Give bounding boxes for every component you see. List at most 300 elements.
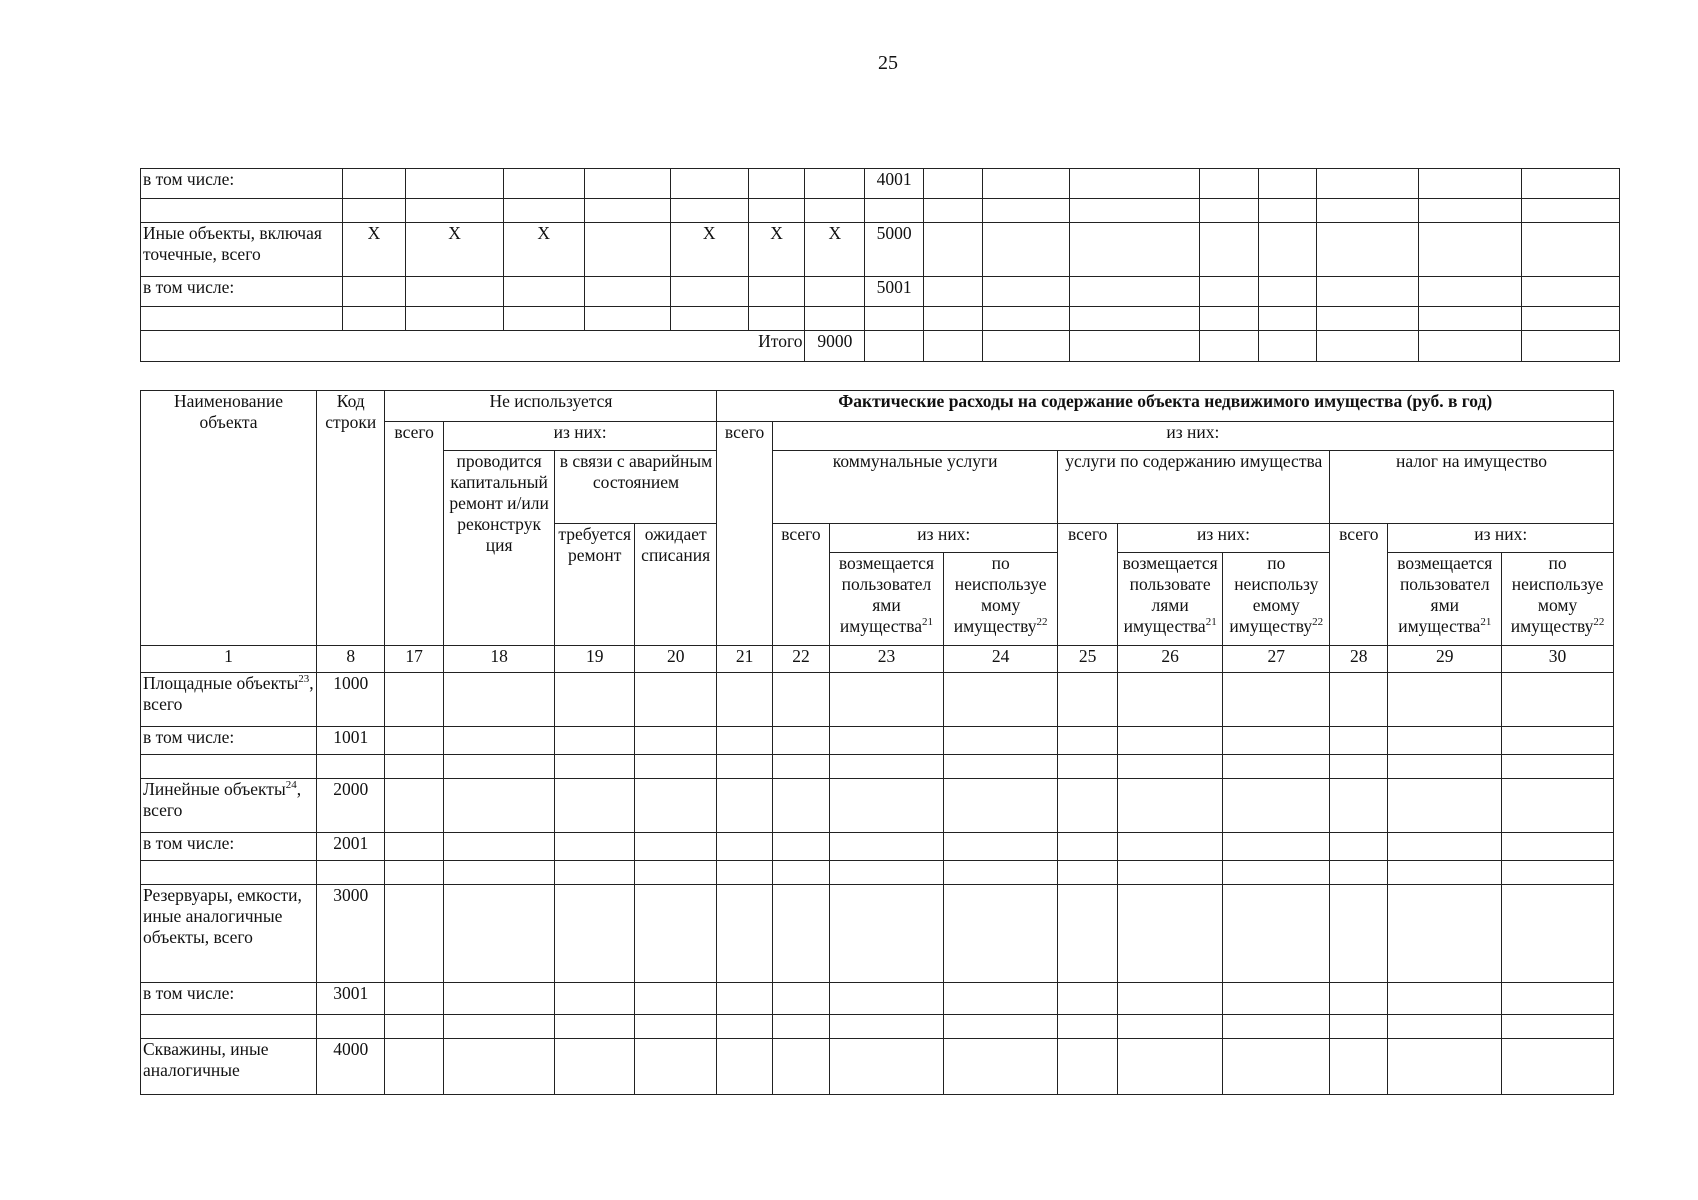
table-cell (772, 833, 829, 861)
table-cell (555, 861, 634, 885)
table-row (141, 169, 1620, 199)
table-cell (1521, 223, 1619, 277)
row-code: 2001 (317, 833, 385, 861)
col-number: 29 (1388, 646, 1502, 673)
table-cell (1069, 307, 1199, 331)
table-cell (1058, 779, 1117, 833)
col-number: 25 (1058, 646, 1117, 673)
table-cell (1330, 833, 1388, 861)
table-cell (1388, 983, 1502, 1015)
table-cell (1069, 277, 1199, 307)
header-name: Наименование объекта (141, 391, 317, 646)
table-cell (865, 331, 924, 362)
table-cell (342, 169, 406, 199)
table-cell (1330, 983, 1388, 1015)
row-name: Иные объекты, включая точечные, всего (141, 223, 343, 277)
table-cell (943, 833, 1058, 861)
col-number: 20 (634, 646, 717, 673)
table-cell (982, 307, 1069, 331)
table-cell (1259, 331, 1317, 362)
continuation-table (140, 168, 1620, 362)
header-of-them: из них: (830, 524, 1058, 553)
table-cell (982, 277, 1069, 307)
col-number: 18 (443, 646, 555, 673)
table-cell (1502, 755, 1614, 779)
table-cell (982, 331, 1069, 362)
table-cell (982, 169, 1069, 199)
table-cell (923, 331, 982, 362)
col-number: 27 (1223, 646, 1330, 673)
table-cell (1117, 755, 1223, 779)
table-cell (1199, 307, 1259, 331)
table-cell (443, 727, 555, 755)
table-row (141, 277, 1620, 307)
table-cell (385, 833, 443, 861)
table-cell (943, 861, 1058, 885)
table-cell (1223, 885, 1330, 983)
table-cell (1259, 307, 1317, 331)
table-cell (555, 1015, 634, 1039)
table-cell (443, 779, 555, 833)
table-cell (1117, 833, 1223, 861)
col-number: 26 (1117, 646, 1223, 673)
table-cell (748, 307, 805, 331)
table-cell (1388, 1015, 1502, 1039)
table-cell (1199, 169, 1259, 199)
header-emergency: в связи с аварийным состоянием (555, 451, 717, 524)
col-number: 28 (1330, 646, 1388, 673)
table-cell (1502, 861, 1614, 885)
table-cell (1330, 727, 1388, 755)
table-cell (923, 223, 982, 277)
table-cell (634, 673, 717, 727)
table-cell (943, 885, 1058, 983)
table-cell (830, 727, 944, 755)
table-cell (943, 983, 1058, 1015)
table-cell (943, 1015, 1058, 1039)
table-cell (443, 885, 555, 983)
row-code: 3000 (317, 885, 385, 983)
table-cell (1388, 755, 1502, 779)
column-numbers-row (141, 646, 1614, 673)
table-cell (1117, 673, 1223, 727)
table-cell (555, 885, 634, 983)
col-number: 19 (555, 646, 634, 673)
table-row (141, 833, 1614, 861)
table-cell (1199, 277, 1259, 307)
table-cell (503, 169, 584, 199)
table-cell (1388, 885, 1502, 983)
table-cell (1223, 861, 1330, 885)
row-code: 3001 (317, 983, 385, 1015)
table-cell (717, 673, 772, 727)
table-cell (772, 755, 829, 779)
table-cell (406, 169, 503, 199)
table-cell (1521, 277, 1619, 307)
table-cell (1223, 727, 1330, 755)
table-cell (1223, 779, 1330, 833)
table-cell (1117, 885, 1223, 983)
table-cell (1330, 1039, 1388, 1095)
row-name: Резервуары, емкости, иные аналогичные объекты, всего (141, 885, 317, 983)
table-cell (1223, 983, 1330, 1015)
table-cell (943, 673, 1058, 727)
header-row (141, 391, 1614, 422)
table-row (141, 727, 1614, 755)
table-cell (1058, 673, 1117, 727)
table-cell (634, 885, 717, 983)
row-code: 2000 (317, 779, 385, 833)
col-number: 23 (830, 646, 944, 673)
table-cell (1419, 199, 1521, 223)
header-not-used-total: всего (385, 422, 443, 646)
table-cell (584, 199, 670, 223)
table-cell (385, 727, 443, 755)
table-cell (772, 1015, 829, 1039)
table-cell (1521, 331, 1619, 362)
table-cell (1058, 727, 1117, 755)
table-cell (1058, 1015, 1117, 1039)
table-cell (1419, 277, 1521, 307)
table-cell (1317, 307, 1419, 331)
table-cell (830, 755, 944, 779)
table-row (141, 983, 1614, 1015)
table-cell (1419, 223, 1521, 277)
table-cell (1502, 833, 1614, 861)
header-of-them: из них: (772, 422, 1613, 451)
row-code: 5000 (865, 223, 924, 277)
col-number: 1 (141, 646, 317, 673)
table-cell (1521, 307, 1619, 331)
table-cell (555, 755, 634, 779)
table-cell (1330, 673, 1388, 727)
table-cell (385, 779, 443, 833)
table-cell (670, 199, 748, 223)
table-cell (772, 861, 829, 885)
table-cell (443, 861, 555, 885)
table-cell (443, 673, 555, 727)
table-cell (943, 1039, 1058, 1095)
row-name: в том числе: (141, 983, 317, 1015)
table-cell (1058, 1039, 1117, 1095)
table-cell (1502, 885, 1614, 983)
row-name (141, 199, 343, 223)
table-cell (584, 277, 670, 307)
table-cell (1199, 199, 1259, 223)
header-expenses: Фактические расходы на содержание объекта недвижимого имущества (руб. в год) (717, 391, 1614, 422)
table-cell (1419, 307, 1521, 331)
table-cell (772, 779, 829, 833)
x-mark: X (406, 223, 503, 277)
row-name: Скважины, иные аналогичные (141, 1039, 317, 1095)
table-cell (1502, 673, 1614, 727)
table-cell (748, 199, 805, 223)
table-cell (805, 307, 865, 331)
table-cell (772, 673, 829, 727)
table-cell (923, 277, 982, 307)
table-cell (865, 199, 924, 223)
col-number: 17 (385, 646, 443, 673)
table-cell (1223, 1039, 1330, 1095)
table-cell (1317, 331, 1419, 362)
header-of-them: из них: (1388, 524, 1614, 553)
table-cell (1117, 983, 1223, 1015)
row-name (141, 1015, 317, 1039)
table-cell (1069, 169, 1199, 199)
table-cell (1502, 727, 1614, 755)
table-cell (1419, 331, 1521, 362)
header-of-them: из них: (443, 422, 717, 451)
table-cell (717, 1039, 772, 1095)
table-cell (1117, 727, 1223, 755)
table-cell (1388, 779, 1502, 833)
table-cell (923, 307, 982, 331)
table-cell (1199, 223, 1259, 277)
col-number: 21 (717, 646, 772, 673)
header-unused: по неиспользуе мому имуществу$^{22}$ (943, 553, 1058, 646)
total-label: Итого (141, 331, 805, 362)
table-cell (385, 755, 443, 779)
table-cell (1117, 1039, 1223, 1095)
table-row (141, 1039, 1614, 1095)
header-utilities: коммунальные услуги (772, 451, 1058, 524)
table-cell (982, 199, 1069, 223)
header-reimbursed: возмещается пользовате лями имущества$^{21}$ (1117, 553, 1223, 646)
table-cell (772, 727, 829, 755)
table-cell (1117, 779, 1223, 833)
table-row (141, 199, 1620, 223)
table-cell (1223, 673, 1330, 727)
header-unused: по неиспользуе мому имуществу$^{22}$ (1502, 553, 1614, 646)
header-tax-total: всего (1330, 524, 1388, 646)
table-cell (634, 833, 717, 861)
table-cell (772, 1039, 829, 1095)
table-cell (385, 673, 443, 727)
col-number: 8 (317, 646, 385, 673)
table-cell (865, 307, 924, 331)
table-cell (634, 727, 717, 755)
table-cell (830, 1015, 944, 1039)
table-cell (830, 833, 944, 861)
table-cell (1502, 983, 1614, 1015)
table-cell (1199, 331, 1259, 362)
table-cell (1502, 1039, 1614, 1095)
expenses-table (140, 390, 1614, 1095)
table-cell (1259, 277, 1317, 307)
table-cell (443, 1015, 555, 1039)
table-cell (634, 861, 717, 885)
header-needs-repair: требуется ремонт (555, 524, 634, 646)
table-cell (1388, 727, 1502, 755)
table-cell (634, 779, 717, 833)
table-cell (1223, 755, 1330, 779)
page-number: 25 (878, 52, 898, 74)
table-cell (772, 885, 829, 983)
table-cell (385, 1039, 443, 1095)
header-property-tax: налог на имущество (1330, 451, 1614, 524)
total-row (141, 331, 1620, 362)
table-cell (943, 779, 1058, 833)
table-cell (385, 885, 443, 983)
table-cell (1223, 833, 1330, 861)
col-number: 24 (943, 646, 1058, 673)
table-row (141, 673, 1614, 727)
table-cell (634, 755, 717, 779)
table-cell (830, 983, 944, 1015)
table-cell (385, 983, 443, 1015)
table-row (141, 307, 1620, 331)
table-cell (503, 307, 584, 331)
row-code (317, 861, 385, 885)
table-cell (1317, 277, 1419, 307)
table-cell (1388, 833, 1502, 861)
row-name: в том числе: (141, 277, 343, 307)
table-cell (1330, 755, 1388, 779)
table-cell (1330, 861, 1388, 885)
table-cell (830, 1039, 944, 1095)
table-cell (748, 277, 805, 307)
total-code: 9000 (805, 331, 865, 362)
table-cell (670, 277, 748, 307)
table-cell (717, 1015, 772, 1039)
table-cell (1069, 331, 1199, 362)
table-cell (923, 169, 982, 199)
table-cell (1259, 169, 1317, 199)
table-row (141, 861, 1614, 885)
table-cell (342, 199, 406, 223)
table-row (141, 779, 1614, 833)
table-cell (670, 307, 748, 331)
row-name (141, 755, 317, 779)
x-mark: X (503, 223, 584, 277)
table-cell (1317, 223, 1419, 277)
table-cell (670, 169, 748, 199)
col-number: 22 (772, 646, 829, 673)
row-code: 1000 (317, 673, 385, 727)
table-cell (406, 277, 503, 307)
row-name (141, 307, 343, 331)
table-cell (982, 223, 1069, 277)
table-cell (584, 307, 670, 331)
header-code: Код строки (317, 391, 385, 646)
table-cell (342, 307, 406, 331)
header-utilities-total: всего (772, 524, 829, 646)
header-maintenance-total: всего (1058, 524, 1117, 646)
table-cell (634, 983, 717, 1015)
table-cell (584, 169, 670, 199)
table-cell (830, 673, 944, 727)
x-mark: X (342, 223, 406, 277)
table-cell (805, 169, 865, 199)
header-awaits-writeoff: ожидает списания (634, 524, 717, 646)
table-cell (555, 983, 634, 1015)
table-cell (1330, 779, 1388, 833)
table-cell (943, 755, 1058, 779)
table-cell (1521, 169, 1619, 199)
table-row (141, 885, 1614, 983)
row-code: 4001 (865, 169, 924, 199)
row-name: Площадные объекты$^{23}$, всего (141, 673, 317, 727)
table-row (141, 755, 1614, 779)
table-cell (342, 277, 406, 307)
table-cell (1058, 833, 1117, 861)
header-unused: по неиспользу емому имуществу$^{22}$ (1223, 553, 1330, 646)
table-cell (1117, 861, 1223, 885)
table-cell (555, 833, 634, 861)
table-cell (406, 307, 503, 331)
row-name: в том числе: (141, 833, 317, 861)
table-cell (1223, 1015, 1330, 1039)
table-row (141, 1015, 1614, 1039)
header-of-them: из них: (1117, 524, 1329, 553)
table-cell (1069, 223, 1199, 277)
table-cell (443, 1039, 555, 1095)
x-mark: X (670, 223, 748, 277)
col-number: 30 (1502, 646, 1614, 673)
table-cell (717, 885, 772, 983)
table-cell (555, 1039, 634, 1095)
table-cell (830, 779, 944, 833)
table-cell (1117, 1015, 1223, 1039)
table-cell (1388, 861, 1502, 885)
table-cell (1330, 885, 1388, 983)
table-cell (1317, 169, 1419, 199)
table-cell (772, 983, 829, 1015)
header-not-used: Не используется (385, 391, 717, 422)
table-cell (1058, 983, 1117, 1015)
table-cell (555, 673, 634, 727)
table-cell (1419, 169, 1521, 199)
table-cell (1388, 1039, 1502, 1095)
row-name (141, 861, 317, 885)
table-cell (1058, 861, 1117, 885)
table-cell (717, 779, 772, 833)
table-cell (503, 199, 584, 223)
table-cell (717, 983, 772, 1015)
table-cell (1502, 1015, 1614, 1039)
table-cell (1259, 223, 1317, 277)
table-cell (634, 1015, 717, 1039)
table-row (141, 223, 1620, 277)
table-cell (1502, 779, 1614, 833)
row-code (317, 755, 385, 779)
table-cell (1069, 199, 1199, 223)
table-cell (443, 983, 555, 1015)
table-cell (717, 833, 772, 861)
table-cell (717, 727, 772, 755)
table-cell (443, 755, 555, 779)
table-cell (584, 223, 670, 277)
table-cell (717, 755, 772, 779)
header-reimbursed: возмещается пользовател ями имущества$^{21}$ (830, 553, 944, 646)
header-reimbursed: возмещается пользовател ями имущества$^{21}$ (1388, 553, 1502, 646)
table-cell (555, 727, 634, 755)
table-cell (1058, 885, 1117, 983)
table-cell (1317, 199, 1419, 223)
row-name: Линейные объекты$^{24}$, всего (141, 779, 317, 833)
table-cell (1521, 199, 1619, 223)
table-cell (805, 277, 865, 307)
row-code: 4000 (317, 1039, 385, 1095)
x-mark: X (805, 223, 865, 277)
table-cell (1259, 199, 1317, 223)
table-cell (1330, 1015, 1388, 1039)
x-mark: X (748, 223, 805, 277)
row-name: в том числе: (141, 727, 317, 755)
table-cell (634, 1039, 717, 1095)
table-cell (830, 861, 944, 885)
row-name: в том числе: (141, 169, 343, 199)
